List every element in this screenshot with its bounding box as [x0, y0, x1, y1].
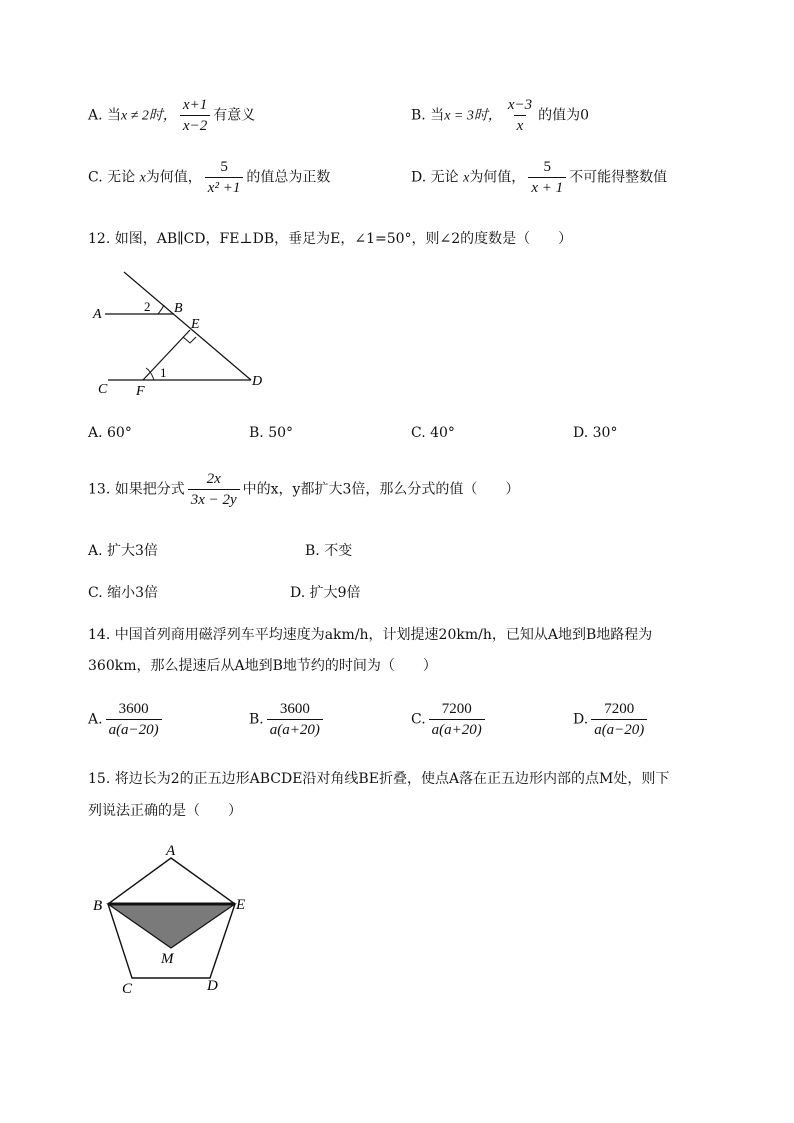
q12-label-d: D: [252, 374, 263, 389]
q13-denominator: 3x − 2y: [188, 489, 240, 509]
q11-b-denominator: x: [514, 115, 527, 135]
q14-c-label: C.: [411, 711, 426, 728]
q15-label-b: B: [93, 898, 103, 914]
q14-option-d: [573, 700, 650, 739]
q14-a-label: A.: [88, 711, 103, 728]
q12-option-d: D. 30°: [573, 425, 618, 441]
q14-b-fraction: [267, 700, 323, 739]
q11-d-fraction: [528, 158, 566, 197]
q13-numerator: 2x: [206, 471, 221, 487]
q11-d-suffix: 不可能得整数值: [569, 169, 668, 186]
q13-option-d: D. 扩大9倍: [290, 585, 361, 601]
q13-option-c: C. 缩小3倍: [88, 585, 159, 601]
q12-label-a: A: [93, 307, 102, 322]
q13-suffix: 中的x，y都扩大3倍，那么分式的值（ ）: [242, 481, 520, 498]
q14-b-label: B.: [249, 711, 264, 728]
q12-label-c: C: [98, 382, 108, 397]
q14-d-denominator: a(a−20): [591, 719, 647, 739]
q14-option-c: [411, 700, 488, 739]
q15-stem-line2: 列说法正确的是（ ）: [88, 803, 242, 819]
q11-a-prefix: A. 当: [88, 107, 122, 124]
q14-a-fraction: [106, 700, 162, 739]
q11-c-variable: x: [139, 170, 146, 186]
q12-option-a: A. 60°: [88, 425, 132, 441]
q11-c-middle: 为何值，: [145, 169, 202, 186]
q15-label-m: M: [161, 951, 174, 967]
q14-c-fraction: [429, 700, 485, 739]
q12-angle-1: 1: [160, 365, 167, 380]
q15-stem-line1: 15. 将边长为2的正五边形ABCDE沿对角线BE折叠，使点A落在正五边形内部的点M处，则下: [88, 771, 670, 787]
q11-d-variable: x: [463, 170, 470, 186]
q11-d-middle: 为何值，: [469, 169, 526, 186]
q11-b-condition: x = 3时，: [444, 108, 502, 124]
q13-stem: [88, 470, 519, 509]
q11-c-fraction: [205, 158, 244, 197]
q14-c-numerator: 7200: [441, 701, 472, 717]
q13-option-b: B. 不变: [305, 543, 353, 559]
q15-label-c: C: [122, 981, 133, 997]
q14-a-numerator: 3600: [118, 701, 149, 717]
q14-d-numerator: 7200: [604, 701, 635, 717]
q14-b-denominator: a(a+20): [267, 719, 323, 739]
q11-c-denominator: x² +1: [205, 177, 244, 197]
q14-option-b: [249, 700, 326, 739]
q11-d-prefix: D. 无论: [411, 169, 459, 186]
q15-label-a: A: [166, 843, 176, 859]
q13-fraction: [188, 470, 240, 509]
q12-stem: 12. 如图，AB∥CD，FE⊥DB，垂足为E，∠1=50°，则∠2的度数是（ ）: [88, 231, 573, 247]
q11-b-prefix: B. 当: [411, 107, 445, 124]
q11-b-suffix: 的值为0: [538, 107, 590, 124]
q14-d-label: D.: [573, 711, 589, 728]
q11-a-numerator: x+1: [182, 97, 208, 113]
q13-option-a: A. 扩大3倍: [88, 543, 158, 559]
q11-option-a: [88, 96, 255, 135]
q11-option-d: [411, 158, 667, 197]
q12-option-b: B. 50°: [249, 425, 294, 441]
q14-a-denominator: a(a−20): [106, 719, 162, 739]
q11-a-condition: x ≠ 2时，: [121, 108, 177, 124]
q11-option-c: [88, 158, 330, 197]
q15-folded-triangle: [108, 904, 235, 948]
q15-pentagon-figure: [88, 838, 268, 998]
q11-a-suffix: 有意义: [213, 107, 256, 124]
q13-prefix: 13. 如果把分式: [88, 481, 185, 498]
q11-option-b: [411, 96, 589, 135]
q12-label-b: B: [174, 301, 183, 316]
q11-d-denominator: x + 1: [528, 177, 566, 197]
q12-figure: [88, 265, 278, 400]
q14-stem-line2: 360km，那么提速后从A地到B地节约的时间为（ ）: [88, 658, 437, 674]
q12-label-e: E: [191, 317, 200, 332]
q14-option-a: [88, 700, 165, 739]
q15-label-d: D: [207, 978, 218, 994]
q11-a-denominator: x−2: [180, 115, 210, 135]
q11-b-fraction: [505, 96, 535, 135]
q14-stem-line1: 14. 中国首列商用磁浮列车平均速度为akm/h，计划提速20km/h，已知从A地到B地路程为: [88, 627, 653, 643]
q11-c-prefix: C. 无论: [88, 169, 136, 186]
q14-c-denominator: a(a+20): [429, 719, 485, 739]
q11-d-numerator: 5: [543, 159, 551, 175]
q14-d-fraction: [591, 700, 647, 739]
q12-label-f: F: [136, 384, 145, 399]
q14-b-numerator: 3600: [279, 701, 310, 717]
q15-label-e: E: [236, 897, 246, 913]
q11-c-suffix: 的值总为正数: [246, 169, 331, 186]
q11-b-numerator: x−3: [507, 97, 533, 113]
q11-a-fraction: [180, 96, 210, 135]
q12-angle-2: 2: [144, 299, 151, 314]
q11-c-numerator: 5: [220, 159, 228, 175]
q12-option-c: C. 40°: [411, 425, 455, 441]
